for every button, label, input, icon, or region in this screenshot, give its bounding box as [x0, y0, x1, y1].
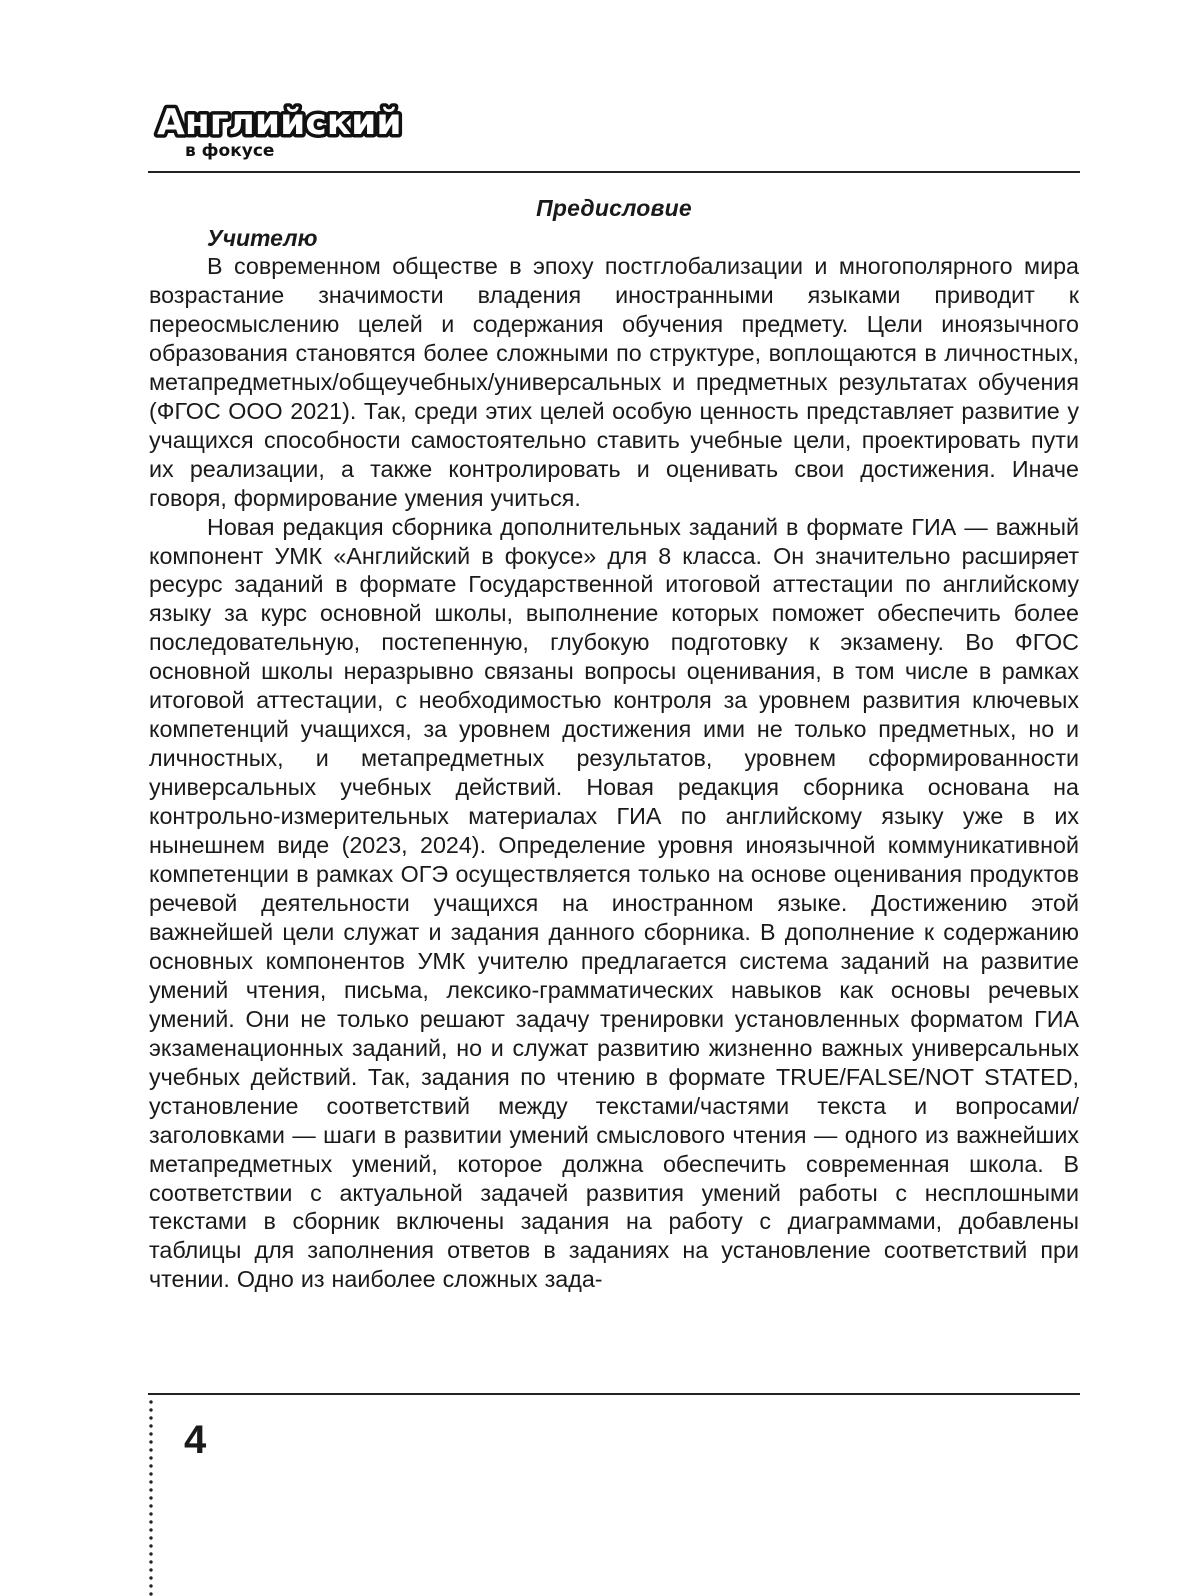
page-number: 4 [184, 1418, 207, 1462]
section-heading: Предисловие [536, 195, 692, 221]
footer-dotted-line [148, 1398, 154, 1596]
section-subheading: Учителю [207, 225, 318, 251]
paragraph-1: В современном обществе в эпоху постглобализации и многополярного мира возрастание значимости владения иностранными языками приводит к переосмыслению целей и содержания обучения предмету. Цели иноязычного образования становятся более сложными по структуре, воплощаются в личностных, метапредметных/общеучебных/универсальных и предметных результатах обучения (ФГОС ООО 2021). Так, среди этих целей особую ценность представляет развитие у учащихся способности самостоятельно ставить учебные цели, проектировать пути их реализации, а также контролировать и оценивать свои достижения. Иначе говоря, формирование умения учиться. [149, 253, 1079, 511]
page-content [149, 192, 1079, 1294]
paragraph-2: Новая редакция сборника дополнительных заданий в формате ГИА — важный компонент УМК «Английский в фокусе» для 8 класса. Он значительно расширяет ресурс заданий в формате Государственной итоговой аттестации по английскому языку за курс основной школы, выполнение которых поможет обеспечить более последовательную, постепенную, глубокую подготовку к экзамену. Во ФГОС основной школы неразрывно связаны вопросы оценивания, в том числе в рамках итоговой аттестации, с необходимостью контроля за уровнем развития ключевых компетенций учащихся, за уровнем достижения ими не только предметных, но и личностных, и метапредметных результатов, уровнем сформированности универсальных учебных действий. Новая редакция сборника основана на контрольно-измерительных материалах ГИА по английскому языку уже в их нынешнем виде (2023, 2024). Определение уровня иноязычной коммуникативной компетенции в рамках ОГЭ осуществляется только на основе оценивания продуктов речевой деятельности учащихся на иностранном языке. Достижению этой важнейшей цели служат и задания данного сборника. В дополнение к содержанию основных компонентов УМК учителю предлагается система заданий на развитие умений чтения, письма, лексико-грамматических навыков как основы речевых умений. Они не только решают задачу тренировки установленных форматом ГИА экзаменационных заданий, но и служат развитию жизненно важных универсальных учебных действий. Так, задания по чтению в формате TRUE/FALSE/NOT STATED, установление соответствий между текстами/частями текста и вопросами/заголовками — шаги в развитии умений смыслового чтения — одного из важнейших метапредметных умений, которое должна обеспечить современная школа. В соответствии с актуальной задачей развития умений работы с несплошными текстами в сборник включены задания на работу с диаграммами, добавлены таблицы для заполнения ответов в заданиях на установление соответствий при чтении. Одно из наиболее сложных зада- [149, 513, 1079, 1293]
series-logo-graphic [155, 96, 402, 161]
logo-line1: Английский [157, 102, 402, 143]
footer-rule [148, 1393, 1080, 1395]
logo-line2: в фокусе [185, 141, 275, 161]
series-logo [155, 96, 402, 161]
header-rule [148, 171, 1080, 173]
